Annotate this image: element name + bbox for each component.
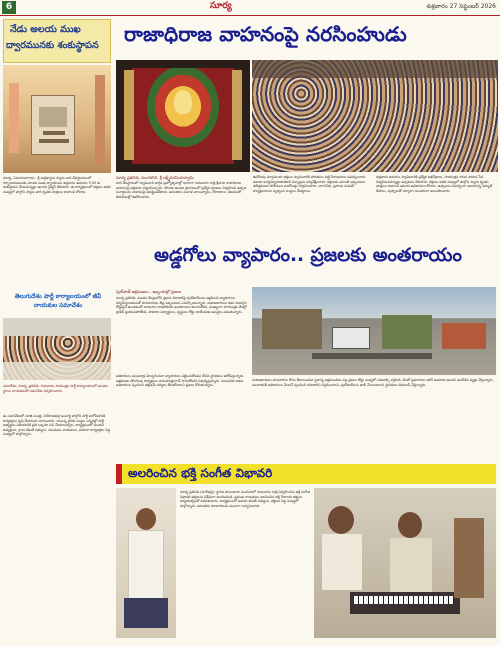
middle-story-col1: సూర్య ప్రతినిధి: మండల కేంద్రంలోని ప్రధాన రహదారిపై ఫుట్‌పాత్‌లను ఆక్రమించి వ్యాపారాలు నిర్వహిస్తుండటంతో పాదచారులు తీవ్ర ఇబ్బందులు ఎదుర్కొంటున్నారు. దుకాణదారులు తమ సామగ్రిని రోడ్డుపైనే ఉంచడంతో వాహనాల రాకపోకలకు అంతరాయం కలుగుతోంది. ముఖ్యంగా సాయంత్రం వేళల్లో ట్రాఫిక్ స్తంభించిపోతోంది. పాఠశాల విద్యార్థులు, వృద్ధులు రోడ్డు దాటేందుకు అవస్థలు పడుతున్నారు.: [116, 296, 247, 314]
lead-photo-crowd: [252, 60, 498, 172]
bottom-photo-musicians: [314, 488, 496, 638]
paper-name: సూర్య: [210, 1, 232, 11]
left-headline-top: నేడు అలయ ముఖ: [10, 24, 81, 35]
bottom-headline: అలరించిన భక్తి సంగీత విభావరి: [128, 466, 273, 480]
bottom-headline-bar: [116, 464, 496, 484]
middle-story-bottom: దుకాణదారులు పాదచారుల కోసం కేటాయించిన స్థలాన్ని ఆక్రమించడం వల్ల ప్రజలు రోడ్డు మధ్యలో నడవాల్సి వస్తోంది. దీంతో ప్రమాదాలు జరిగే అవకాశం ఉందని ఆందోళన వ్యక్తం చేస్తున్నారు. పంచాయతీ అధికారులు వెంటనే స్పందించి రహదారిని విస్తరించాలని, ఫుట్‌పాత్‌లను ఖాళీ చేయించాలని స్థానికులు డిమాండ్ చేస్తున్నారు.: [252, 378, 494, 387]
left-photo-meeting: [3, 318, 111, 380]
page-number-badge: [2, 1, 16, 14]
middle-kicker: ఫుట్‌పాత్ ఆక్రమణలు.. ఇబ్బందుల్లో ప్రజలు: [116, 289, 182, 294]
middle-headline: అడ్డగోలు వ్యాపారం.. ప్రజలకు అంతరాయం: [154, 245, 462, 266]
lead-photo-deity: [116, 60, 250, 172]
bottom-story: సూర్య ప్రతినిధి (తాడేపల్లి): స్థానిక సాయిబాబా మందిరంలో గురువారం రాత్రి నిర్వహించిన భక్తి సంగీత విభావరి భక్తులను విశేషంగా అలరించింది. ప్రముఖ గాయకులు ఆలపించిన భక్తి గీతాలకు భక్తులు తన్మయత్వంతో పరవశించారు. కార్యక్రమంలో ఆలయ కమిటీ సభ్యులు, భక్తులు పెద్ద సంఖ్యలో పాల్గొన్నారు. అనంతరం కళాకారులను ఘనంగా సన్మానించారు.: [180, 490, 310, 508]
left-subhead: తెలుగుదేశం పార్టీ కార్యాలయంలో జీవీ నాయకుల సమావేశం: [14, 293, 102, 309]
lead-photo-caption: నూర్య ప్రతినిధి, మంగళగిరి: శ్రీ లక్ష్మీనరసింహస్వామి: [116, 175, 194, 180]
bottom-headline-accent: [116, 464, 122, 484]
lead-headline: రాజాధిరాజ వాహనంపై నరసింహుడు: [124, 22, 407, 46]
left-headline-bottom: ద్వారమునకు శంకుస్థాపన: [6, 40, 99, 51]
left-story-1: సూర్య, ఏటూరునాగారం : శ్రీ మల్లికార్జున స్వామి వారి దేవస్థానములో గర్భాలయమునకు నూతన ముఖ ద్వారమును శుక్రవారం ఉదయం 9.00 కు శంకుస్థాపన చేయనున్నట్లు ఆలయ చైర్మన్ తెలిపారు. ఈ కార్యక్రమంలో భక్తులు అధిక సంఖ్యలో పాల్గొని స్వామి వారి కృపకు పాత్రులు కావాలని కోరారు.: [3, 176, 111, 194]
left-photo-foundation: [3, 65, 111, 173]
bottom-photo-singer: [116, 488, 176, 638]
left-caption-2: సమావేశం, సూర్య, ప్రతినిధి: గురువారం సాయంత్రం పార్టీ కార్యాలయంలో మండల స్థాయి నాయకులతో సమావేశం నిర్వహించారు.: [3, 384, 108, 393]
lead-story-col1: వారి దేవస్థానంలో స్వామివారి వార్షిక బ్రహ్మోత్సవాల్లో భాగంగా గురువారం రాత్రి శ్రీవారు రాజాధిరాజ వాహనంపై భక్తులకు దర్శనమిచ్చారు. తొలుత ఆలయ ప్రాంగణంలో ప్రత్యేక పూజలు నిర్వహించి ఉత్సవ మూర్తులను వాహనంపై అధిష్టింపజేశారు. అనంతరం మంగళ వాయిద్యాలు, కోలాటాలు, భజనలతో తిరువీధుల్లో ఊరేగించారు.: [116, 181, 247, 199]
left-story-2: ఈ సమావేశంలో మాజీ మంత్రి, నియోజకవర్గ ఇంచార్జి పాల్గొని పార్టీ బలోపేతానికి కార్యకర్తలు కృషి చేయాలని సూచించారు. రానున్న స్థానిక సంస్థల ఎన్నికల్లో పార్టీ అభ్యర్థుల విజయానికి ప్రతి ఒక్కరూ పని చేయాలన్నారు. కార్యక్రమంలో మండల అధ్యక్షులు, గ్రామ కమిటీ సభ్యులు, యువజన నాయకులు, మహిళా కార్యకర్తలు పెద్ద సంఖ్యలో పాల్గొన్నారు.: [3, 414, 111, 436]
lead-story-col2: ఊరేగింపు మార్గమంతా భక్తులు స్వామివారికి హారతులు పట్టి నీరాజనాలు సమర్పించారు. ఆలయ కార్యనిర్వహణాధికారి ఏర్పాట్లను పర్యవేక్షించారు. భక్తులకు ఎలాంటి ఇబ్బందులు తలెత్తకుండా పోలీసులు బందోబస్తు నిర్వహించారు. తాగునీరు, ప్రసాదం పంపిణీ కార్యక్రమాలను స్వచ్ఛంద సంస్థలు చేపట్టాయి.: [253, 175, 367, 193]
left-headline-box: [3, 19, 111, 63]
masthead: [0, 0, 500, 16]
date-line: శుక్రవారం 27 సెప్టెంబర్ 2026: [426, 3, 496, 10]
middle-photo-street: [252, 287, 496, 375]
lead-story-col3: శుక్రవారం ఉదయం స్వామివారికి ప్రత్యేక అభిషేకాలు, సాయంత్రం గరుడ వాహన సేవ నిర్వహించనున్నట్లు అర్చకులు తెలిపారు. భక్తులు అధిక సంఖ్యలో పాల్గొని స్వామి కృపకు పాత్రులు కావాలని ఆలయ అధికారులు కోరారు. ఉత్సవాల సందర్భంగా ఆలయాన్ని విద్యుత్ దీపాలు, పుష్పాలతో సర్వాంగ సుందరంగా అలంకరించారు.: [376, 175, 493, 193]
middle-story-col2: అధికారులు పలుమార్లు హెచ్చరించినా వ్యాపారులు పట్టించుకోవడం లేదని స్థానికులు ఆరోపిస్తున్నారు. ఆక్రమణల తొలగింపు కార్యక్రమం నామమాత్రంగానే సాగుతోందని విమర్శిస్తున్నారు. సంబంధిత శాఖల అధికారులు స్పందించి తక్షణమే చర్యలు తీసుకోవాలని ప్రజలు కోరుతున్నారు.: [116, 374, 245, 387]
page-number: 6: [5, 2, 13, 12]
